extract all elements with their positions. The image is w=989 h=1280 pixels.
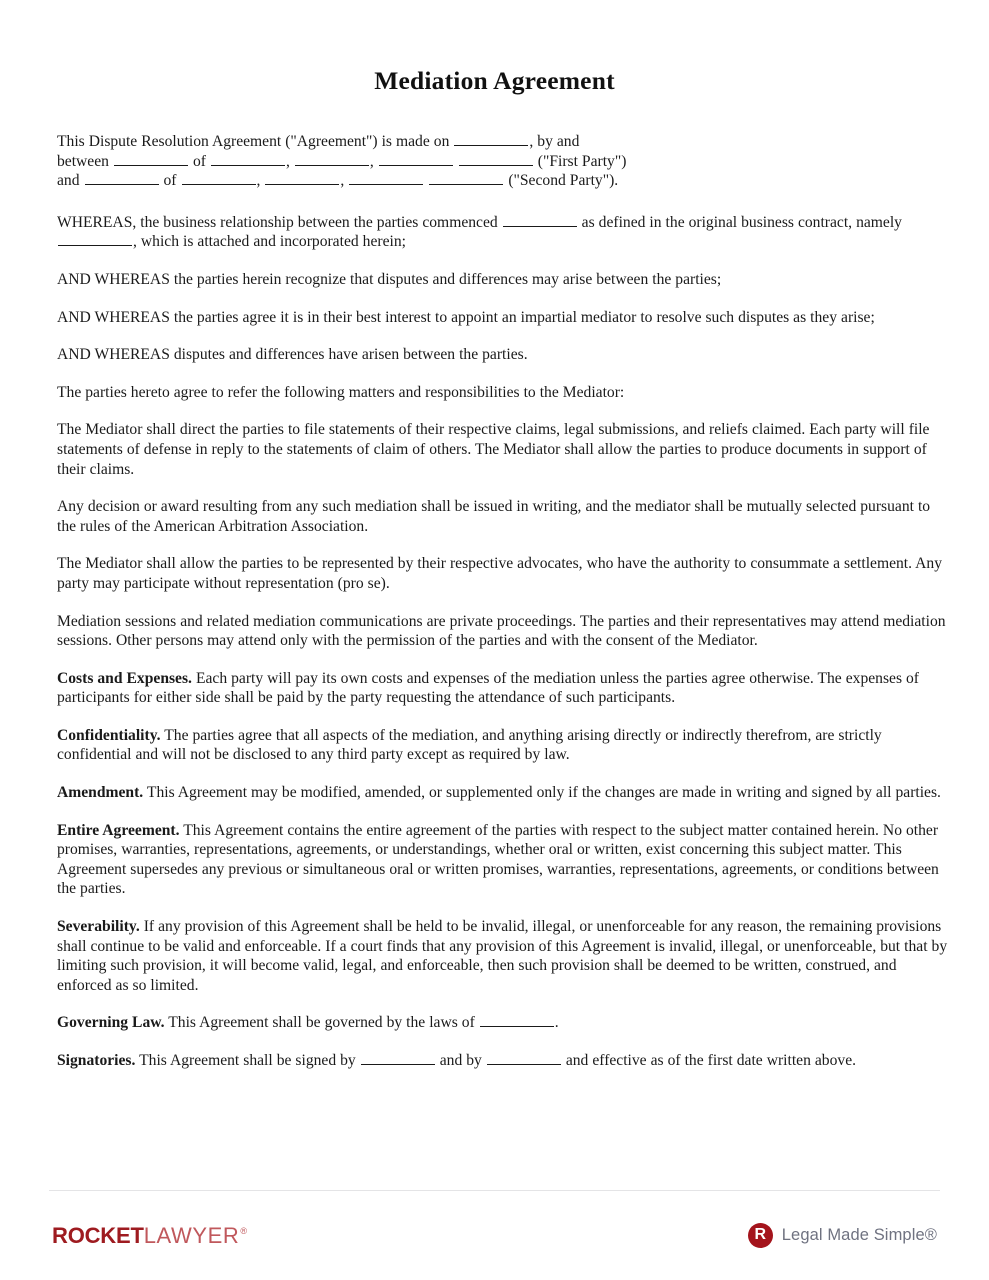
- intro-text-3: between: [57, 152, 113, 170]
- clause-heading-confidentiality: Confidentiality.: [57, 726, 161, 744]
- blank-contract-name[interactable]: [58, 233, 132, 247]
- logo-text-lawyer: LAWYER: [143, 1222, 240, 1248]
- clause-severability: [57, 917, 951, 995]
- intro-paragraph: [57, 132, 951, 191]
- clause-entire-agreement: [57, 821, 951, 899]
- intro-text-10: of: [159, 172, 181, 190]
- clause-text-signatories-3: and effective as of the first date written above.: [561, 1052, 857, 1069]
- clause-confidentiality: [57, 726, 951, 765]
- blank-agreement-date[interactable]: [454, 132, 528, 146]
- clause-text-entire-agreement: This Agreement contains the entire agreement of the parties with respect to the subject matter contained herein. No other promises, warranties, representations, agreements, or understandings, whether oral or written, exist concerning this subject matter. This Agreement supersedes any previous or simultaneous oral or written promises, warranties, representations, agreements, or conditions between the parties.: [57, 821, 939, 898]
- clause-heading-entire-agreement: Entire Agreement.: [57, 821, 180, 839]
- intro-text-2: , by and: [529, 133, 580, 150]
- logo-registered-mark: ®: [240, 1225, 247, 1236]
- page-title: Mediation Agreement: [374, 66, 615, 95]
- clause-signatories: [57, 1051, 951, 1071]
- clause-text-signatories-2: and by: [435, 1052, 486, 1069]
- tagline-text: Legal Made Simple®: [781, 1226, 937, 1244]
- whereas-appoint-paragraph: AND WHEREAS the parties agree it is in their best interest to appoint an impartial mediator to resolve such disputes as they arise;: [57, 308, 875, 326]
- blank-governing-state[interactable]: [480, 1014, 554, 1028]
- clause-text-governing-law-2: .: [554, 1014, 559, 1032]
- blank-signatory-one[interactable]: [361, 1051, 435, 1065]
- intro-text-11: ,: [256, 172, 265, 190]
- document-body: [0, 96, 989, 1071]
- intro-text-8: ("First Party"): [533, 152, 627, 170]
- clause-amendment: [57, 783, 951, 803]
- whereas-recognize-paragraph: AND WHEREAS the parties herein recognize that disputes and differences may arise between the parties;: [57, 270, 722, 288]
- clause-text-amendment: This Agreement may be modified, amended, or supplemented only if the changes are made in writing and signed by all parties.: [143, 784, 941, 802]
- clause-text-costs: Each party will pay its own costs and expenses of the mediation unless the parties agree otherwise. The expenses of participants for either side shall be paid by the party requesting the attendance of such participants.: [57, 669, 920, 707]
- blank-first-party-city[interactable]: [295, 152, 369, 166]
- intro-text-4: of: [188, 152, 210, 170]
- blank-second-party-city[interactable]: [265, 171, 339, 185]
- blank-first-party-address[interactable]: [211, 152, 285, 166]
- logo-text-rocket: ROCKET: [52, 1222, 144, 1248]
- blank-second-party-zip[interactable]: [429, 171, 503, 185]
- refer-matters-paragraph: The parties hereto agree to refer the following matters and responsibilities to the Mediator:: [57, 383, 625, 401]
- award-paragraph: Any decision or award resulting from any such mediation shall be issued in writing, and the mediator shall be mutually selected pursuant to the rules of the American Arbitration Association.: [57, 498, 931, 535]
- blank-first-party-name[interactable]: [114, 152, 188, 166]
- intro-text-6: ,: [369, 152, 378, 170]
- whereas-text-3: , which is attached and incorporated herein;: [133, 233, 406, 251]
- clause-costs-and-expenses: [57, 669, 951, 708]
- clause-heading-amendment: Amendment.: [57, 784, 144, 802]
- clause-heading-severability: Severability.: [57, 918, 140, 936]
- clause-heading-costs: Costs and Expenses.: [57, 669, 192, 687]
- footer-content: [0, 1191, 989, 1280]
- intro-text-5: ,: [285, 152, 294, 170]
- blank-second-party-name[interactable]: [85, 171, 159, 185]
- clause-text-governing-law-1: This Agreement shall be governed by the laws of: [164, 1014, 479, 1032]
- blank-signatory-two[interactable]: [487, 1051, 561, 1065]
- intro-text-7: [454, 153, 458, 170]
- whereas-arisen-paragraph: AND WHEREAS disputes and differences have arisen between the parties.: [57, 346, 528, 364]
- whereas-text-1: WHEREAS, the business relationship between the parties commenced: [57, 213, 502, 231]
- rocket-lawyer-r-badge-icon: R: [748, 1223, 773, 1248]
- intro-text-14: ("Second Party").: [504, 172, 619, 190]
- intro-text-13: [424, 172, 428, 189]
- footer-tagline: [748, 1223, 937, 1248]
- whereas-text-2: as defined in the original business contract, namely: [577, 213, 902, 231]
- rocket-lawyer-logo[interactable]: [52, 1222, 247, 1248]
- clause-text-severability: If any provision of this Agreement shall be held to be invalid, illegal, or unenforceable for any reason, the remaining provisions shall continue to be valid and enforceable. If a court finds that any provision of this Agreement is invalid, illegal, or unenforceable, but that by limiting such provision, it will become valid, legal, and enforceable, then such provision shall be deemed to be written, construed, and enforced as so limited.: [57, 918, 948, 994]
- blank-first-party-zip[interactable]: [459, 152, 533, 166]
- blank-second-party-state[interactable]: [349, 171, 423, 185]
- page-footer: [0, 1190, 989, 1280]
- representation-paragraph: The Mediator shall allow the parties to be represented by their respective advocates, who have the authority to consummate a settlement. Any party may participate without representation (pro se).: [57, 555, 943, 592]
- intro-text-9: and: [57, 172, 84, 190]
- mediator-direct-paragraph: The Mediator shall direct the parties to file statements of their respective claims, legal submissions, and reliefs claimed. Each party will file statements of defense in reply to the statements of claim of others. The Mediator shall allow the parties to produce documents in support of their claims.: [57, 421, 930, 478]
- clause-heading-signatories: Signatories.: [57, 1052, 136, 1069]
- blank-second-party-address[interactable]: [182, 171, 256, 185]
- sessions-paragraph: Mediation sessions and related mediation communications are private proceedings. The parties and their representatives may attend mediation sessions. Other persons may attend only with the permission of the parties and with the consent of the Mediator.: [57, 612, 946, 650]
- clause-text-signatories-1: This Agreement shall be signed by: [135, 1052, 360, 1069]
- blank-first-party-state[interactable]: [379, 152, 453, 166]
- clause-text-confidentiality: The parties agree that all aspects of the mediation, and anything arising directly or indirectly therefrom, are strictly confidential and will not be disclosed to any third party except as required by law.: [57, 726, 882, 764]
- clause-governing-law: [57, 1013, 951, 1033]
- whereas-commenced-paragraph: [57, 213, 951, 252]
- blank-commencement-date[interactable]: [503, 213, 577, 227]
- intro-text-1: This Dispute Resolution Agreement ("Agreement") is made on: [57, 133, 454, 150]
- intro-text-12: ,: [340, 172, 349, 190]
- clause-heading-governing-law: Governing Law.: [57, 1014, 165, 1032]
